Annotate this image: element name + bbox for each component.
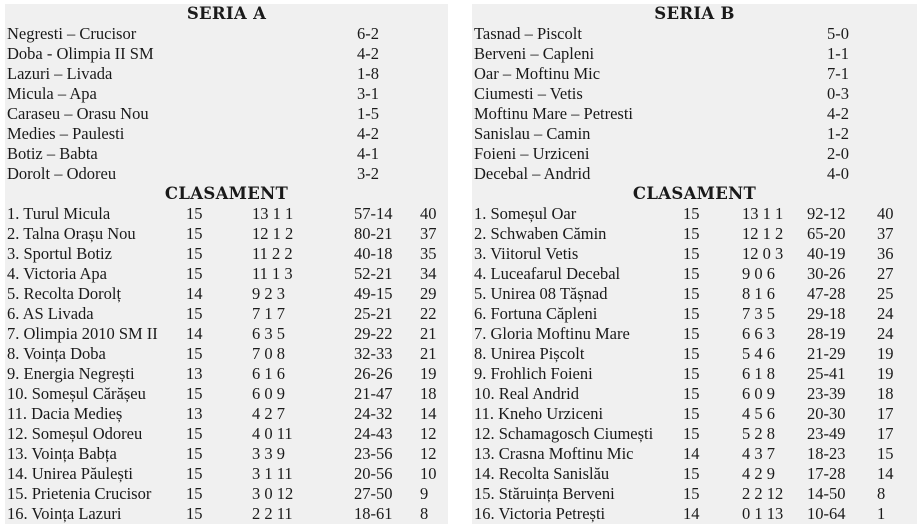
goal-difference: 26-26 bbox=[354, 364, 393, 383]
wins-draws-losses: 2 2 11 bbox=[252, 504, 293, 523]
wins-draws-losses: 6 1 6 bbox=[252, 364, 285, 383]
series-a-panel bbox=[5, 4, 448, 524]
wins-draws-losses: 7 1 7 bbox=[252, 304, 285, 323]
team-name: 5. Unirea 08 Tășnad bbox=[474, 284, 608, 303]
match-score: 1-2 bbox=[827, 124, 849, 143]
points: 19 bbox=[877, 364, 894, 383]
team-name: 10. Someșul Cărășeu bbox=[7, 384, 146, 403]
match-name: Dorolt – Odoreu bbox=[7, 164, 117, 183]
series-a-standings-title: CLASAMENT bbox=[164, 184, 289, 203]
match-name: Negresti – Crucisor bbox=[7, 24, 137, 43]
points: 25 bbox=[877, 284, 894, 303]
match-name: Ciumesti – Vetis bbox=[474, 84, 583, 103]
match-score: 2-0 bbox=[827, 144, 849, 163]
matches-played: 15 bbox=[186, 264, 203, 283]
matches-played: 14 bbox=[186, 284, 203, 303]
points: 36 bbox=[877, 244, 894, 263]
points: 12 bbox=[420, 424, 437, 443]
goal-difference: 52-21 bbox=[354, 264, 393, 283]
matches-played: 15 bbox=[186, 444, 203, 463]
team-name: 13. Voința Babța bbox=[7, 444, 117, 463]
points: 27 bbox=[877, 264, 894, 283]
team-name: 8. Voința Doba bbox=[7, 344, 106, 363]
wins-draws-losses: 4 5 6 bbox=[742, 404, 775, 423]
match-name: Botiz – Babta bbox=[7, 144, 98, 163]
points: 19 bbox=[420, 364, 437, 383]
matches-played: 15 bbox=[186, 504, 203, 523]
matches-played: 15 bbox=[683, 204, 700, 223]
points: 34 bbox=[420, 264, 437, 283]
points: 8 bbox=[877, 484, 886, 503]
goal-difference: 21-29 bbox=[807, 344, 846, 363]
match-score: 4-0 bbox=[827, 164, 849, 183]
team-name: 11. Kneho Urziceni bbox=[474, 404, 604, 423]
matches-played: 15 bbox=[186, 484, 203, 503]
wins-draws-losses: 6 0 9 bbox=[742, 384, 775, 403]
points: 18 bbox=[420, 384, 437, 403]
matches-played: 15 bbox=[186, 464, 203, 483]
wins-draws-losses: 3 0 12 bbox=[252, 484, 294, 503]
match-score: 4-2 bbox=[357, 44, 379, 63]
matches-played: 15 bbox=[186, 224, 203, 243]
points: 17 bbox=[877, 404, 894, 423]
goal-difference: 57-14 bbox=[354, 204, 393, 223]
goal-difference: 18-61 bbox=[354, 504, 393, 523]
points: 29 bbox=[420, 284, 437, 303]
match-name: Doba - Olimpia II SM bbox=[7, 44, 154, 63]
goal-difference: 24-43 bbox=[354, 424, 393, 443]
matches-played: 15 bbox=[186, 424, 203, 443]
goal-difference: 23-39 bbox=[807, 384, 846, 403]
goal-difference: 65-20 bbox=[807, 224, 846, 243]
match-score: 4-2 bbox=[357, 124, 379, 143]
match-score: 4-2 bbox=[827, 104, 849, 123]
matches-played: 15 bbox=[683, 344, 700, 363]
match-name: Lazuri – Livada bbox=[7, 64, 113, 83]
team-name: 15. Prietenia Crucisor bbox=[7, 484, 152, 503]
team-name: 1. Turul Micula bbox=[7, 204, 111, 223]
points: 15 bbox=[877, 444, 894, 463]
match-name: Micula – Apa bbox=[7, 84, 97, 103]
wins-draws-losses: 3 3 9 bbox=[252, 444, 285, 463]
match-score: 1-5 bbox=[357, 104, 379, 123]
wins-draws-losses: 7 0 8 bbox=[252, 344, 285, 363]
goal-difference: 80-21 bbox=[354, 224, 393, 243]
wins-draws-losses: 3 1 11 bbox=[252, 464, 293, 483]
team-name: 15. Stăruința Berveni bbox=[474, 484, 615, 503]
team-name: 4. Luceafarul Decebal bbox=[474, 264, 621, 283]
match-score: 6-2 bbox=[357, 24, 379, 43]
goal-difference: 27-50 bbox=[354, 484, 393, 503]
goal-difference: 18-23 bbox=[807, 444, 846, 463]
team-name: 14. Unirea Păulești bbox=[7, 464, 134, 483]
points: 21 bbox=[420, 344, 437, 363]
goal-difference: 28-19 bbox=[807, 324, 846, 343]
series-b-standings-title: CLASAMENT bbox=[632, 184, 757, 203]
matches-played: 13 bbox=[186, 404, 203, 423]
match-score: 1-8 bbox=[357, 64, 379, 83]
series-b-panel bbox=[472, 4, 917, 524]
wins-draws-losses: 4 0 11 bbox=[252, 424, 293, 443]
wins-draws-losses: 4 3 7 bbox=[742, 444, 775, 463]
match-score: 1-1 bbox=[827, 44, 849, 63]
goal-difference: 10-64 bbox=[807, 504, 846, 523]
wins-draws-losses: 4 2 9 bbox=[742, 464, 775, 483]
goal-difference: 23-56 bbox=[354, 444, 393, 463]
matches-played: 15 bbox=[186, 244, 203, 263]
team-name: 9. Energia Negrești bbox=[7, 364, 135, 383]
match-score: 0-3 bbox=[827, 84, 849, 103]
points: 37 bbox=[420, 224, 437, 243]
wins-draws-losses: 6 1 8 bbox=[742, 364, 775, 383]
team-name: 5. Recolta Dorolț bbox=[7, 284, 122, 303]
goal-difference: 14-50 bbox=[807, 484, 846, 503]
team-name: 12. Schamagosch Ciumești bbox=[474, 424, 654, 443]
team-name: 8. Unirea Pișcolt bbox=[474, 344, 585, 363]
matches-played: 14 bbox=[186, 324, 203, 343]
matches-played: 14 bbox=[683, 504, 700, 523]
goal-difference: 49-15 bbox=[354, 284, 393, 303]
points: 9 bbox=[420, 484, 429, 503]
goal-difference: 92-12 bbox=[807, 204, 846, 223]
team-name: 16. Victoria Petrești bbox=[474, 504, 606, 523]
points: 10 bbox=[420, 464, 437, 483]
wins-draws-losses: 0 1 13 bbox=[742, 504, 784, 523]
match-name: Caraseu – Orasu Nou bbox=[7, 104, 149, 123]
goal-difference: 20-30 bbox=[807, 404, 846, 423]
match-name: Tasnad – Piscolt bbox=[474, 24, 582, 43]
goal-difference: 29-18 bbox=[807, 304, 846, 323]
matches-played: 15 bbox=[683, 284, 700, 303]
matches-played: 15 bbox=[683, 424, 700, 443]
points: 35 bbox=[420, 244, 437, 263]
wins-draws-losses: 11 1 3 bbox=[252, 264, 293, 283]
wins-draws-losses: 4 2 7 bbox=[252, 404, 285, 423]
goal-difference: 20-56 bbox=[354, 464, 393, 483]
wins-draws-losses: 12 0 3 bbox=[742, 244, 784, 263]
points: 17 bbox=[877, 424, 894, 443]
match-score: 3-2 bbox=[357, 164, 379, 183]
points: 37 bbox=[877, 224, 894, 243]
team-name: 3. Sportul Botiz bbox=[7, 244, 112, 263]
match-name: Oar – Moftinu Mic bbox=[474, 64, 601, 83]
goal-difference: 47-28 bbox=[807, 284, 846, 303]
points: 1 bbox=[877, 504, 886, 523]
goal-difference: 40-19 bbox=[807, 244, 846, 263]
matches-played: 15 bbox=[683, 364, 700, 383]
wins-draws-losses: 7 3 5 bbox=[742, 304, 775, 323]
team-name: 12. Someșul Odoreu bbox=[7, 424, 143, 443]
team-name: 9. Frohlich Foieni bbox=[474, 364, 593, 383]
matches-played: 15 bbox=[683, 484, 700, 503]
goal-difference: 25-41 bbox=[807, 364, 846, 383]
match-score: 7-1 bbox=[827, 64, 849, 83]
wins-draws-losses: 6 6 3 bbox=[742, 324, 775, 343]
points: 8 bbox=[420, 504, 429, 523]
match-score: 4-1 bbox=[357, 144, 379, 163]
points: 21 bbox=[420, 324, 437, 343]
matches-played: 15 bbox=[683, 324, 700, 343]
team-name: 10. Real Andrid bbox=[474, 384, 579, 403]
team-name: 13. Crasna Moftinu Mic bbox=[474, 444, 634, 463]
team-name: 2. Schwaben Cămin bbox=[474, 224, 607, 243]
points: 14 bbox=[420, 404, 437, 423]
matches-played: 15 bbox=[186, 204, 203, 223]
points: 22 bbox=[420, 304, 437, 323]
match-name: Foieni – Urziceni bbox=[474, 144, 590, 163]
match-score: 5-0 bbox=[827, 24, 849, 43]
wins-draws-losses: 6 3 5 bbox=[252, 324, 285, 343]
matches-played: 13 bbox=[186, 364, 203, 383]
goal-difference: 25-21 bbox=[354, 304, 393, 323]
wins-draws-losses: 11 2 2 bbox=[252, 244, 293, 263]
wins-draws-losses: 6 0 9 bbox=[252, 384, 285, 403]
team-name: 7. Olimpia 2010 SM II bbox=[7, 324, 158, 343]
wins-draws-losses: 13 1 1 bbox=[252, 204, 294, 223]
wins-draws-losses: 9 0 6 bbox=[742, 264, 775, 283]
matches-played: 15 bbox=[683, 384, 700, 403]
goal-difference: 21-47 bbox=[354, 384, 393, 403]
matches-played: 15 bbox=[683, 404, 700, 423]
goal-difference: 30-26 bbox=[807, 264, 846, 283]
match-score: 3-1 bbox=[357, 84, 379, 103]
goal-difference: 40-18 bbox=[354, 244, 393, 263]
wins-draws-losses: 12 1 2 bbox=[742, 224, 784, 243]
team-name: 6. AS Livada bbox=[7, 304, 94, 323]
wins-draws-losses: 2 2 12 bbox=[742, 484, 784, 503]
team-name: 1. Someșul Oar bbox=[474, 204, 577, 223]
match-name: Decebal – Andrid bbox=[474, 164, 591, 183]
matches-played: 15 bbox=[683, 224, 700, 243]
goal-difference: 17-28 bbox=[807, 464, 846, 483]
match-name: Medies – Paulesti bbox=[7, 124, 125, 143]
points: 40 bbox=[420, 204, 437, 223]
points: 14 bbox=[877, 464, 894, 483]
points: 40 bbox=[877, 204, 894, 223]
team-name: 4. Victoria Apa bbox=[7, 264, 107, 283]
matches-played: 15 bbox=[186, 304, 203, 323]
wins-draws-losses: 8 1 6 bbox=[742, 284, 775, 303]
matches-played: 15 bbox=[683, 244, 700, 263]
team-name: 2. Talna Orașu Nou bbox=[7, 224, 136, 243]
points: 12 bbox=[420, 444, 437, 463]
goal-difference: 29-22 bbox=[354, 324, 393, 343]
goal-difference: 23-49 bbox=[807, 424, 846, 443]
team-name: 6. Fortuna Căpleni bbox=[474, 304, 598, 323]
match-name: Moftinu Mare – Petresti bbox=[474, 104, 634, 123]
team-name: 3. Viitorul Vetis bbox=[474, 244, 579, 263]
matches-played: 15 bbox=[186, 344, 203, 363]
series-a-title: SERIA A bbox=[186, 4, 267, 23]
points: 24 bbox=[877, 304, 894, 323]
goal-difference: 24-32 bbox=[354, 404, 393, 423]
match-name: Sanislau – Camin bbox=[474, 124, 591, 143]
team-name: 16. Voința Lazuri bbox=[7, 504, 122, 523]
wins-draws-losses: 5 2 8 bbox=[742, 424, 775, 443]
team-name: 7. Gloria Moftinu Mare bbox=[474, 324, 630, 343]
wins-draws-losses: 13 1 1 bbox=[742, 204, 784, 223]
wins-draws-losses: 5 4 6 bbox=[742, 344, 775, 363]
team-name: 11. Dacia Medieș bbox=[7, 404, 123, 423]
series-b-title: SERIA B bbox=[654, 4, 735, 23]
points: 19 bbox=[877, 344, 894, 363]
wins-draws-losses: 12 1 2 bbox=[252, 224, 294, 243]
wins-draws-losses: 9 2 3 bbox=[252, 284, 285, 303]
matches-played: 14 bbox=[683, 444, 700, 463]
matches-played: 15 bbox=[186, 384, 203, 403]
goal-difference: 32-33 bbox=[354, 344, 393, 363]
team-name: 14. Recolta Sanislău bbox=[474, 464, 610, 483]
matches-played: 15 bbox=[683, 264, 700, 283]
matches-played: 15 bbox=[683, 304, 700, 323]
matches-played: 15 bbox=[683, 464, 700, 483]
points: 24 bbox=[877, 324, 894, 343]
match-name: Berveni – Capleni bbox=[474, 44, 595, 63]
points: 18 bbox=[877, 384, 894, 403]
